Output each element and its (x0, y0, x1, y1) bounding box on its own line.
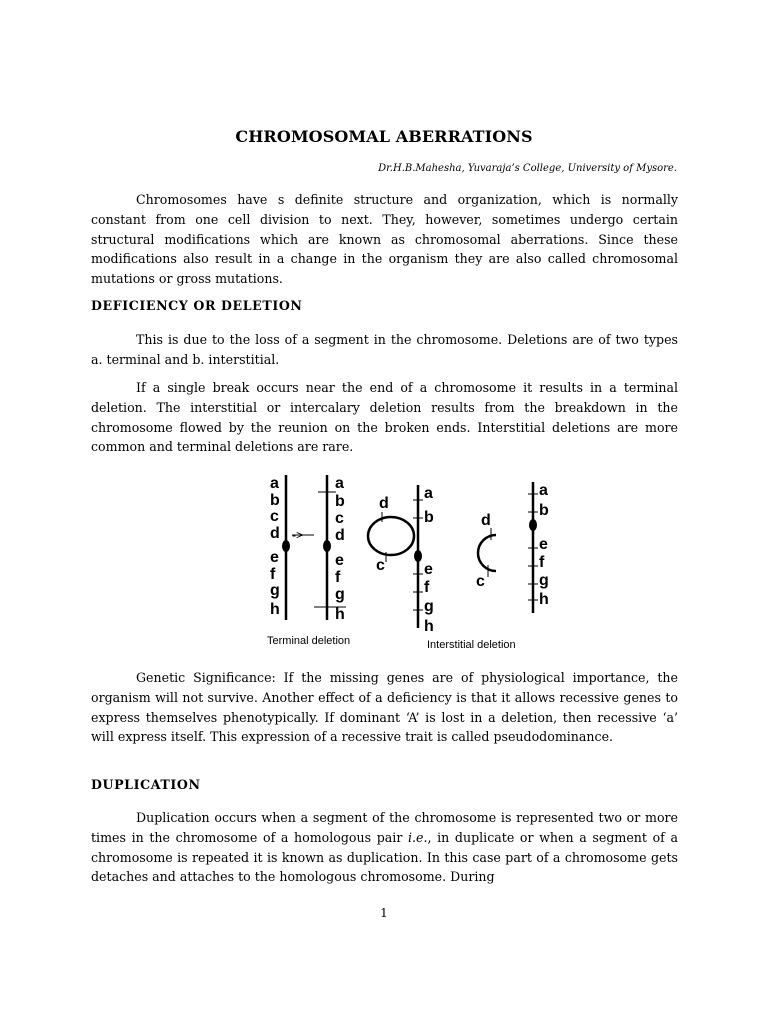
interstitial-chromosome-2 (528, 482, 549, 613)
arrow-icon: -> (292, 528, 304, 542)
label-a: a (335, 475, 344, 492)
deletion-paragraph-2: If a single break occurs near the end of a chromosome it results in a terminal deletion. The interstitial or intercalary deletion results from the breakdown in the chromosome flowed by the reunion on the broken ends. Interstitial deletions are more common and terminal deletions are rare. (91, 380, 678, 455)
label-a: a (270, 475, 279, 492)
label-c: c (335, 510, 344, 527)
label-e: e (335, 552, 344, 569)
label-c: c (376, 557, 385, 574)
heading-deficiency: DEFICIENCY OR DELETION (91, 298, 303, 313)
caption-terminal-deletion: Terminal deletion (267, 635, 351, 647)
label-h: h (335, 606, 345, 623)
terminal-deleted-chromosome (314, 475, 346, 623)
label-a: a (539, 482, 548, 499)
label-g: g (539, 572, 549, 589)
terminal-original-chromosome (270, 475, 290, 620)
label-a: a (424, 485, 433, 502)
label-f: f (335, 569, 341, 586)
interstitial-chromosome-1 (413, 485, 434, 635)
duplication-paragraph (91, 808, 678, 887)
caption-interstitial-deletion: Interstitial deletion (427, 639, 516, 650)
label-h: h (424, 618, 434, 635)
label-b: b (424, 509, 434, 526)
page-number: 1 (380, 906, 388, 920)
author-line: Dr.H.B.Mahesha, Yuvaraja’s College, University of Mysore. (378, 163, 677, 174)
label-h: h (270, 601, 280, 618)
label-d: d (379, 495, 389, 512)
label-f: f (270, 566, 276, 583)
label-b: b (270, 492, 280, 509)
label-g: g (335, 586, 345, 603)
duplication-ie: i.e. (407, 829, 428, 845)
duplication-text-end: , in duplicate or when a segment of a chromosome is repeated it is known as duplication. In this case part of a chromosome gets detaches and attaches to the homologous chromosome. During (91, 829, 678, 885)
label-h: h (539, 591, 549, 608)
genetic-significance-paragraph: Genetic Significance: If the missing genes are of physiological importance, the organism will not survive. Another effect of a deficiency is that it allows recessive genes to express themselves phenotypically. If dominant ‘A’ is lost in a deletion, then recessive ‘a’ will express itself. This expression of a recessive trait is called pseudodominance. (91, 670, 678, 745)
duplication-text-start: Duplication occurs when a segment of the chromosome is represented two or more times in the chromosome of a homologous pair (91, 810, 678, 845)
label-e: e (539, 536, 548, 553)
label-e: e (270, 549, 279, 566)
intro-paragraph: Chromosomes have s definite structure and organization, which is normally constant from one cell division to next. They, however, sometimes undergo certain structural modifications which are known as chromosomal aberrations. Since these modifications also result in a change in the organism they are also called chromosomal mutations or gross mutations. (91, 192, 678, 287)
deletion-paragraph-1: This is due to the loss of a segment in the chromosome. Deletions are of two types a. terminal and b. interstitial. (91, 332, 678, 367)
label-b: b (539, 502, 549, 519)
label-e: e (424, 561, 433, 578)
label-d: d (335, 527, 345, 544)
label-c: c (476, 573, 485, 590)
label-d: d (270, 525, 280, 542)
label-g: g (424, 598, 434, 615)
label-b: b (335, 493, 345, 510)
label-g: g (270, 582, 280, 599)
deleted-ring-fragment (368, 495, 414, 574)
deleted-arc-fragment (476, 512, 496, 590)
heading-duplication: DUPLICATION (91, 777, 201, 792)
label-f: f (539, 554, 545, 571)
label-c: c (270, 508, 279, 525)
label-f: f (424, 579, 430, 596)
document-title: CHROMOSOMAL ABERRATIONS (235, 127, 533, 146)
deletion-figure (256, 470, 556, 650)
label-d: d (481, 512, 491, 529)
